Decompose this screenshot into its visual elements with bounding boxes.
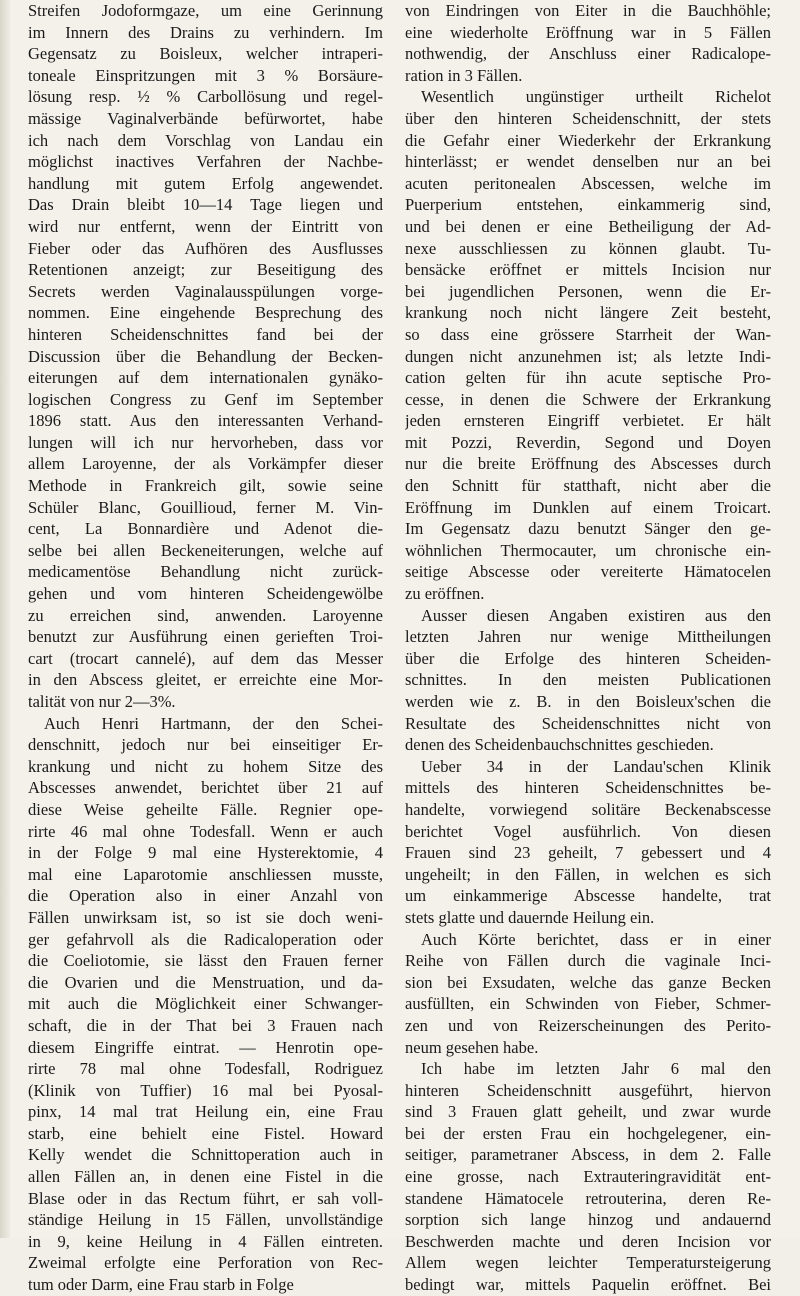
text-line: allen Fällen an, in denen eine Fistel in die: [28, 1167, 383, 1187]
text-line: über den hinteren Scheidenschnitt, der stets: [405, 108, 771, 128]
text-line: Im Gegensatz dazu benutzt Sänger den ge-: [405, 519, 771, 539]
text-line: Fieber oder das Aufhören des Ausflusses: [28, 238, 383, 258]
text-line: nothwendig, der Anschluss einer Radicalope-: [405, 44, 771, 64]
text-line: Eröffnung im Dunklen auf einem Troicart.: [405, 497, 771, 517]
text-line: nommen. Eine eingehende Besprechung des: [28, 303, 383, 323]
text-line: jeden ernsteren Eingriff verbietet. Er hält: [405, 411, 771, 431]
text-line: medicamentöse Behandlung nicht zurück-: [28, 562, 383, 582]
text-line: Resultate des Scheidenschnittes nicht von: [405, 713, 771, 733]
text-line: Das Drain bleibt 10—14 Tage liegen und: [28, 195, 383, 215]
text-line: die Coeliotomie, sie lässt den Frauen ferner: [28, 951, 383, 971]
text-line: handelte, vorwiegend solitäre Beckenabscesse: [405, 799, 771, 819]
text-line: ich nach dem Vorschlag von Landau ein: [28, 130, 383, 150]
text-line: um einkammerige Abscesse handelte, trat: [405, 886, 771, 906]
text-line: rirte 46 mal ohne Todesfall. Wenn er auch: [28, 821, 383, 841]
text-line: hinterlässt; er wendet denselben nur an bei: [405, 152, 771, 172]
text-line: zu erreichen sind, anwenden. Laroyenne: [28, 605, 383, 625]
text-line: cart (trocart cannelé), auf dem das Messer: [28, 648, 383, 668]
text-line: Reihe von Fällen durch die vaginale Inci-: [405, 951, 771, 971]
text-line: die Gefahr einer Wiederkehr der Erkrankung: [405, 130, 771, 150]
text-line: Ich habe im letzten Jahr 6 mal den: [421, 1059, 771, 1079]
text-line: ger gefahrvoll als die Radicaloperation oder: [28, 929, 383, 949]
text-line: hinteren Scheidenschnitt ausgeführt, hiervon: [405, 1080, 771, 1100]
text-line: mit Pozzi, Reverdin, Segond und Doyen: [405, 432, 771, 452]
text-line: bedingt war, mittels Paquelin eröffnet. Bei: [405, 1275, 771, 1295]
text-line: allem Laroyenne, der als Vorkämpfer dieser: [28, 454, 383, 474]
text-line: eine grosse, nach Extrauteringravidität ent-: [405, 1167, 771, 1187]
text-line: Secrets werden Vaginalausspülungen vorge-: [28, 281, 383, 301]
text-line: (Klinik von Tuffier) 16 mal bei Pyosal-: [28, 1080, 383, 1100]
text-line: eiterungen auf dem internationalen gynäko-: [28, 368, 383, 388]
text-line: denen des Scheidenbauchschnittes geschieden.: [405, 735, 714, 755]
text-line: lösung resp. ½ % Carbollösung und regel-: [28, 87, 383, 107]
text-line: dungen nicht anzunehmen ist; als letzte Indi-: [405, 346, 771, 366]
text-line: hinteren Scheidenschnittes fand bei der: [28, 324, 383, 344]
text-line: nexe ausschliessen zu können glaubt. Tu-: [405, 238, 771, 258]
text-line: talität von nur 2—3%.: [28, 692, 176, 711]
text-line: mittels des hinteren Scheidenschnittes be-: [405, 778, 771, 798]
text-line: von Eindringen von Eiter in die Bauchhöhle;: [405, 1, 771, 20]
text-line: den Schnitt für statthaft, nicht aber die: [405, 476, 771, 496]
text-line: diesem Eingriffe eintrat. — Henrotin ope-: [28, 1037, 383, 1057]
text-line: bei der ersten Frau ein hochgelegener, ein-: [405, 1123, 771, 1143]
text-line: ständige Heilung in 15 Fällen, unvollständige: [28, 1210, 383, 1230]
text-line: Ausser diesen Angaben existiren aus den: [421, 605, 771, 625]
text-line: Zweimal erfolgte eine Perforation von Rec-: [28, 1253, 383, 1273]
text-line: Kelly wendet die Schnittoperation auch in: [28, 1145, 383, 1165]
text-line: schaft, die in der That bei 3 Frauen nach: [28, 1015, 383, 1035]
text-line: mit auch die Möglichkeit einer Schwanger-: [28, 994, 383, 1014]
text-line: Abscesses anwendet, berichtet über 21 auf: [28, 778, 383, 798]
text-line: rirte 78 mal ohne Todesfall, Rodriguez: [28, 1059, 383, 1079]
text-line: cation gelten für ihn acute septische Pro-: [405, 368, 771, 388]
text-line: mal eine Laparotomie anschliessen musste,: [28, 864, 383, 884]
text-line: Puerperium entstehen, einkammerig sind,: [405, 195, 771, 215]
text-line: und bei denen er eine Betheiligung der Ad-: [405, 216, 771, 236]
text-line: logischen Congress zu Genf im September: [28, 389, 383, 409]
text-line: in den Abscess gleitet, er erreichte eine Mor-: [28, 670, 383, 690]
text-line: pinx, 14 mal trat Heilung ein, eine Frau: [28, 1102, 383, 1122]
text-line: Wesentlich ungünstiger urtheilt Richelot: [421, 87, 771, 107]
text-line: Ueber 34 in der Landau'schen Klinik: [421, 756, 771, 776]
text-line: ungeheilt; in den Fällen, in welchen es sich: [405, 864, 771, 884]
text-line: cesse, in denen die Schwere der Erkrankung: [405, 389, 771, 409]
text-line: Streifen Jodoformgaze, um eine Gerinnung: [28, 1, 383, 20]
text-line: Methode in Frankreich gilt, sowie seine: [28, 476, 383, 496]
text-line: im Innern des Drains zu verhindern. Im: [28, 22, 383, 42]
text-line: benutzt zur Ausführung einen gerieften Troi-: [28, 627, 383, 647]
text-line: Auch Körte berichtet, dass er in einer: [421, 929, 771, 949]
text-line: lungen will ich nur hervorheben, dass vor: [28, 432, 383, 452]
text-line: standene Hämatocele retrouterina, deren Re-: [405, 1188, 771, 1208]
text-line: neum gesehen habe.: [405, 1037, 539, 1057]
left-text-column: [28, 0, 383, 1296]
text-line: krankung noch nicht längere Zeit besteht,: [405, 303, 771, 323]
text-line: Retentionen anzeigt; zur Beseitigung des: [28, 260, 383, 280]
text-line: Schüler Blanc, Gouillioud, ferner M. Vin-: [28, 497, 383, 517]
text-line: sion bei Exsudaten, welche das ganze Becken: [405, 972, 771, 992]
text-line: gehen und vom hinteren Scheidengewölbe: [28, 584, 383, 604]
text-line: Beschwerden machte und deren Incision vor: [405, 1231, 771, 1251]
text-line: so dass eine grössere Starrheit der Wan-: [405, 324, 771, 344]
text-line: diese Weise geheilte Fälle. Regnier ope-: [28, 799, 383, 819]
text-line: sind 3 Frauen glatt geheilt, und zwar wurde: [405, 1102, 771, 1122]
text-line: Allem wegen leichter Temperatursteigerung: [405, 1253, 771, 1273]
text-line: über die Erfolge des hinteren Scheiden-: [405, 648, 771, 668]
text-line: Discussion über die Behandlung der Becken-: [28, 346, 383, 366]
text-line: ausfüllten, ein Schwinden von Fieber, Schmer-: [405, 994, 771, 1014]
text-line: ration in 3 Fällen.: [405, 65, 523, 85]
text-line: seitige Abscesse oder vereiterte Hämatocelen: [405, 562, 771, 582]
text-line: Auch Henri Hartmann, der den Schei-: [44, 713, 383, 733]
text-line: toneale Einspritzungen mit 3 % Borsäure-: [28, 65, 383, 85]
text-line: eine wiederholte Eröffnung war in 5 Fällen: [405, 22, 771, 42]
text-line: sorption sich lange hinzog und andauernd: [405, 1210, 771, 1230]
text-line: denschnitt, jedoch nur bei einseitiger Er-: [28, 735, 383, 755]
text-line: zen und von Reizerscheinungen des Perito-: [405, 1015, 771, 1035]
text-line: handlung mit gutem Erfolg angewendet.: [28, 173, 383, 193]
text-line: tum oder Darm, eine Frau starb in Folge: [28, 1275, 294, 1295]
text-line: werden wie z. B. in den Boisleux'schen die: [405, 692, 771, 711]
text-line: Frauen sind 23 geheilt, 7 gebessert und 4: [405, 843, 771, 863]
text-line: in der Folge 9 mal eine Hysterektomie, 4: [28, 843, 383, 863]
text-line: möglichst inactives Verfahren der Nachbe-: [28, 152, 383, 172]
text-line: zu eröffnen.: [405, 584, 485, 604]
text-line: 1896 statt. Aus den interessanten Verhand-: [28, 411, 383, 431]
text-line: nur die breite Eröffnung des Abscesses durch: [405, 454, 771, 474]
text-line: starb, eine behielt eine Fistel. Howard: [28, 1123, 383, 1143]
text-line: die Operation also in einer Anzahl von: [28, 886, 383, 906]
text-line: wird nur entfernt, wenn der Eintritt von: [28, 216, 383, 236]
text-line: in 9, keine Heilung in 4 Fällen eintreten.: [28, 1231, 383, 1251]
text-line: bensäcke eröffnet er mittels Incision nur: [405, 260, 771, 280]
text-line: die Ovarien und die Menstruation, und da-: [28, 972, 383, 992]
right-text-column: [405, 0, 771, 1296]
text-line: cent, La Bonnardière und Adenot die-: [28, 519, 383, 539]
text-line: selbe bei allen Beckeneiterungen, welche auf: [28, 540, 383, 560]
text-line: letzten Jahren nur wenige Mittheilungen: [405, 627, 771, 647]
text-line: schnittes. In den meisten Publicationen: [405, 670, 771, 690]
text-line: wöhnlichen Thermocauter, um chronische ein-: [405, 540, 771, 560]
text-line: bei jugendlichen Personen, wenn die Er-: [405, 281, 771, 301]
text-line: berichtet Vogel ausführlich. Von diesen: [405, 821, 771, 841]
text-line: stets glatte und dauernde Heilung ein.: [405, 907, 655, 927]
text-line: mässige Vaginalverbände befürwortet, habe: [28, 108, 383, 128]
text-line: Gegensatz zu Boisleux, welcher intraperi-: [28, 44, 383, 64]
text-line: seitiger, parametraner Abscess, in dem 2. Falle: [405, 1145, 771, 1165]
text-line: Blase oder in das Rectum führt, er sah voll-: [28, 1188, 383, 1208]
text-line: krankung und nicht zu hohem Sitze des: [28, 756, 383, 776]
page-binding-edge: [0, 0, 10, 1238]
text-line: acuten peritonealen Abscessen, welche im: [405, 173, 771, 193]
text-line: Fällen unwirksam ist, so ist sie doch weni-: [28, 907, 383, 927]
